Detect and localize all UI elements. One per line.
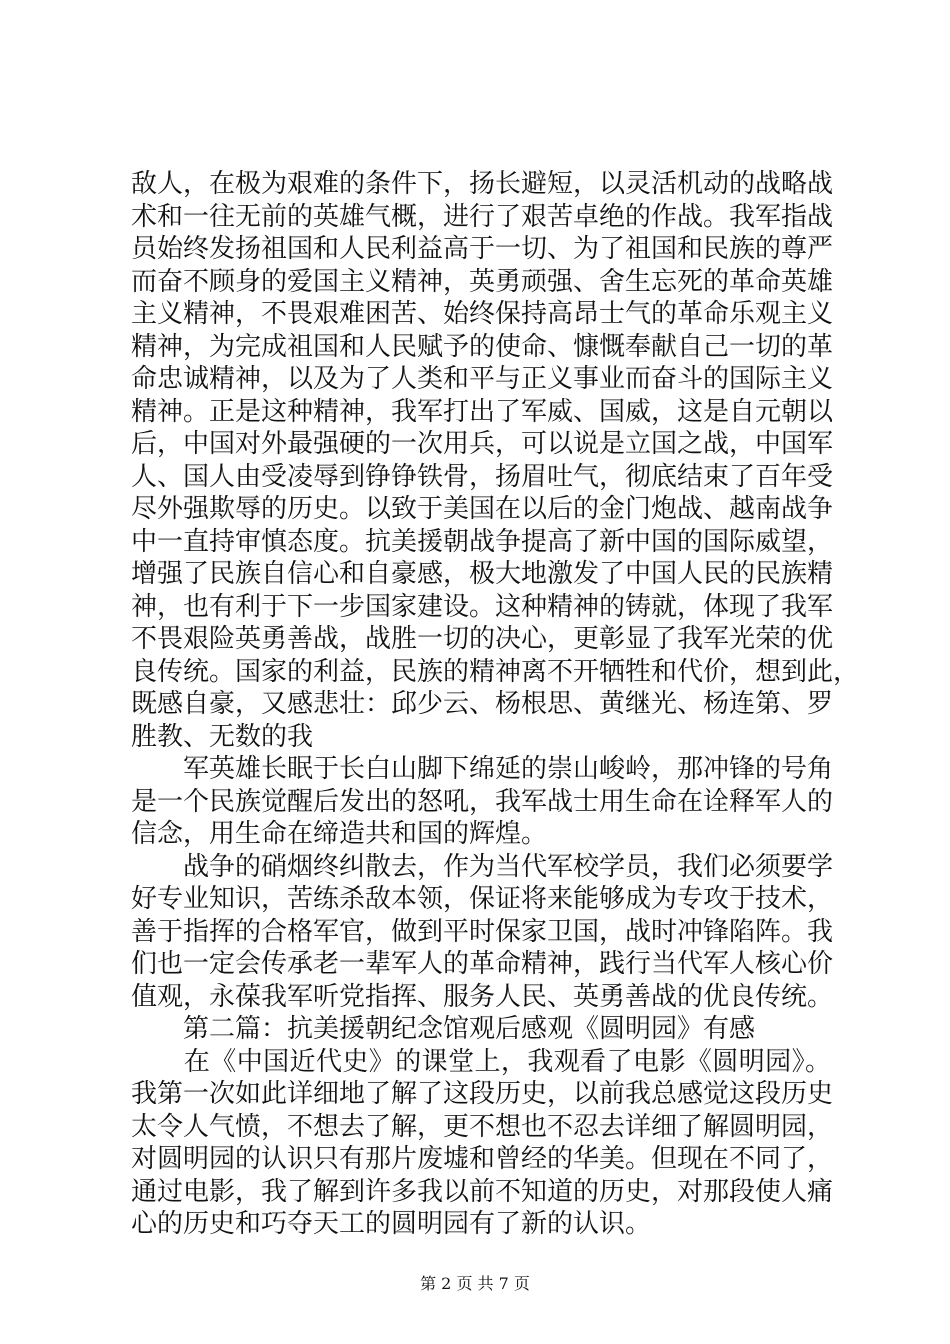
text-line: 是一个民族觉醒后发出的怒吼，我军战士用生命在诠释军人的 [131, 786, 834, 817]
text-line: 值观，永葆我军听党指挥、服务人民、英勇善战的优良传统。 [131, 981, 834, 1012]
text-line: 好专业知识，苦练杀敌本领，保证将来能够成为专攻于技术， [131, 884, 834, 914]
page-footer: 第 2 页 共 7 页 [420, 1274, 530, 1293]
text-line: 增强了民族自信心和自豪感，极大地激发了中国人民的民族精 [131, 559, 834, 589]
text-line: 精神，为完成祖国和人民赋予的使命、慷慨奉献自己一切的革 [131, 331, 834, 362]
text-line: 们也一定会传承老一辈军人的革命精神，践行当代军人核心价 [131, 949, 834, 979]
text-line: 第二篇：抗美援朝纪念馆观后感观《圆明园》有感 [131, 1014, 756, 1044]
text-line: 敌人，在极为艰难的条件下，扬长避短，以灵活机动的战略战 [131, 169, 834, 199]
text-line: 心的历史和巧夺天工的圆明园有了新的认识。 [131, 1209, 652, 1239]
text-line: 胜教、无数的我 [131, 721, 314, 752]
text-line: 而奋不顾身的爱国主义精神，英勇顽强、舍生忘死的革命英雄 [131, 266, 834, 297]
text-line: 善于指挥的合格军官，做到平时保家卫国，战时冲锋陷阵。我 [131, 916, 834, 947]
text-line: 既感自豪，又感悲壮：邱少云、杨根思、黄继光、杨连第、罗 [131, 689, 834, 719]
text-line: 后，中国对外最强硬的一次用兵，可以说是立国之战，中国军 [131, 429, 834, 459]
text-line: 良传统。国家的利益，民族的精神离不开牺牲和代价，想到此， [131, 656, 860, 687]
text-line: 命忠诚精神，以及为了人类和平与正义事业而奋斗的国际主义 [131, 364, 834, 394]
text-line: 中一直持审慎态度。抗美援朝战争提高了新中国的国际威望， [131, 526, 834, 557]
text-line: 人、国人由受凌辱到铮铮铁骨，扬眉吐气，彻底结束了百年受 [131, 461, 834, 492]
text-line: 战争的硝烟终纠散去，作为当代军校学员，我们必须要学 [131, 851, 834, 882]
text-line: 在《中国近代史》的课堂上，我观看了电影《圆明园》。 [131, 1046, 831, 1077]
text-line: 不畏艰险英勇善战，战胜一切的决心，更彰显了我军光荣的优 [131, 624, 834, 654]
text-line: 信念，用生命在缔造共和国的辉煌。 [131, 819, 548, 849]
text-line: 军英雄长眠于长白山脚下绵延的崇山峻岭，那冲锋的号角 [131, 754, 834, 784]
document-body [131, 168, 860, 1241]
text-line: 精神。正是这种精神，我军打出了军威、国威，这是自元朝以 [131, 396, 834, 427]
text-line: 对圆明园的认识只有那片废墟和曾经的华美。但现在不同了， [131, 1144, 834, 1174]
text-line: 员始终发扬祖国和人民利益高于一切、为了祖国和民族的尊严 [131, 234, 834, 264]
text-line: 我第一次如此详细地了解了这段历史，以前我总感觉这段历史 [131, 1079, 834, 1109]
text-line: 尽外强欺辱的历史。以致于美国在以后的金门炮战、越南战争 [131, 494, 834, 524]
text-line: 太令人气愤，不想去了解，更不想也不忍去详细了解圆明园， [131, 1111, 834, 1142]
text-line: 通过电影，我了解到许多我以前不知道的历史，对那段使人痛 [131, 1176, 834, 1207]
text-line: 主义精神，不畏艰难困苦、始终保持高昂士气的革命乐观主义 [131, 299, 834, 329]
text-line: 术和一往无前的英雄气概，进行了艰苦卓绝的作战。我军指战 [131, 201, 834, 232]
text-line: 神，也有利于下一步国家建设。这种精神的铸就，体现了我军 [131, 591, 834, 622]
